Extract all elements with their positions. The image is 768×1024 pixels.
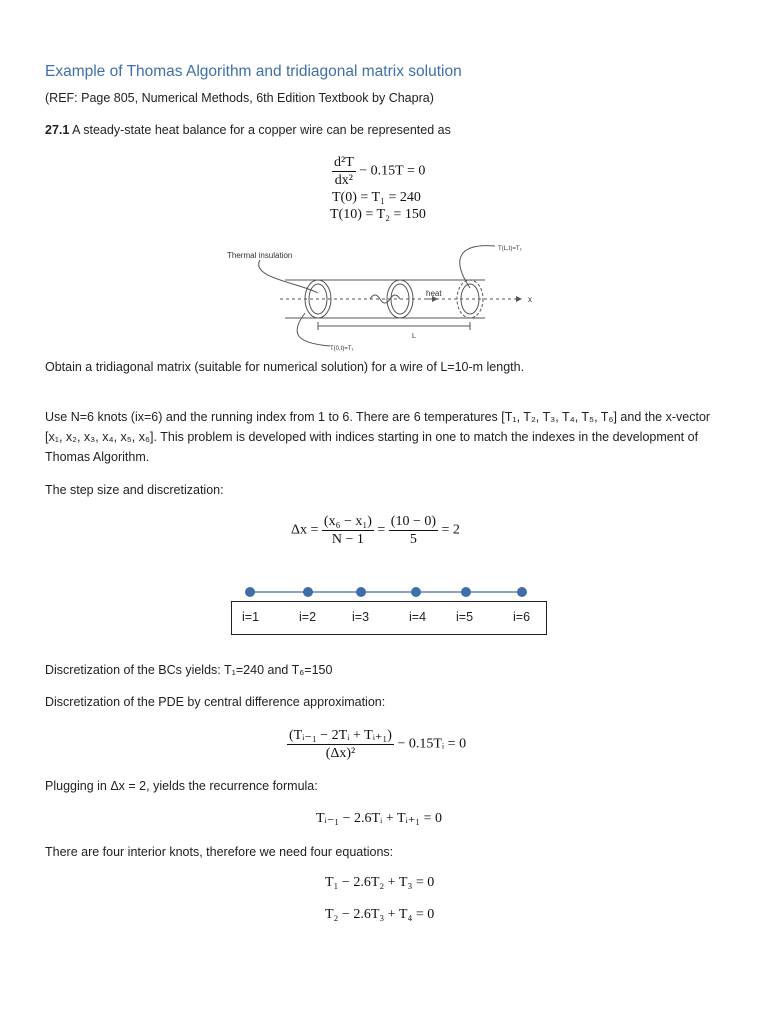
pde-fraction	[287, 727, 394, 762]
dx-fraction-1-num: (x₆ − x₁)	[323, 514, 372, 529]
knot-label-6: i=6	[513, 610, 531, 624]
knot-label-2: i=2	[299, 610, 317, 624]
length-label: L	[412, 333, 416, 340]
left-bc-label: T(0,t)=T₁	[330, 346, 354, 352]
dx-fraction-2-den: 5	[409, 532, 417, 547]
problem-statement	[45, 120, 451, 140]
knot-1	[245, 587, 255, 597]
step-size-paragraph: The step size and discretization:	[45, 483, 224, 497]
pde-rest: − 0.15Tᵢ = 0	[397, 736, 467, 752]
equation-2: T₂ − 2.6T₃ + T₄ = 0	[325, 907, 435, 922]
axis-label: x	[528, 295, 532, 304]
ode-rest: − 0.15T = 0	[359, 163, 426, 179]
heat-label: heat	[426, 289, 442, 298]
pde-equation	[287, 727, 466, 762]
step-size-equation	[291, 513, 460, 548]
knot-index-box	[231, 601, 547, 635]
knot-2	[303, 587, 313, 597]
boundary-condition-1: T(0) = T₁ = 240	[332, 190, 421, 205]
knot-3	[356, 587, 366, 597]
ode-equation	[332, 154, 425, 189]
pde-numerator: (Tᵢ₋₁ − 2Tᵢ + Tᵢ₊₁)	[289, 728, 392, 743]
dx-fraction-1	[322, 513, 374, 548]
knots-paragraph: Use N=6 knots (ix=6) and the running index from 1 to 6. There are 6 temperatures [T₁, T₂, T₃, T₄, T₅, T₆] and the x-vector [x₁, x₂, x₃, x₄, x₅, x₆]. This problem is developed with indices starting in one to match the indexes in the development of Thomas Algorithm.	[45, 410, 711, 464]
obtain-paragraph: Obtain a tridiagonal matrix (suitable for numerical solution) for a wire of L=10-m length.	[45, 360, 525, 374]
right-bc-label: T(L,t)=T₂	[498, 246, 522, 252]
interior-paragraph: There are four interior knots, therefore we need four equations:	[45, 845, 394, 859]
dx-equals: =	[377, 522, 386, 538]
wire-right-inner	[461, 284, 479, 314]
insulation-label: Thermal insulation	[227, 251, 293, 260]
knot-label-4: i=4	[409, 610, 427, 624]
pde-denominator: (Δx)²	[325, 746, 356, 761]
bc-paragraph: Discretization of the BCs yields: T₁=240 and T₆=150	[45, 663, 333, 677]
insulation-leader	[259, 260, 318, 293]
dx-fraction-2-num: (10 − 0)	[390, 514, 437, 529]
knot-4	[411, 587, 421, 597]
ode-denominator: dx²	[334, 173, 353, 188]
knot-label-5: i=5	[456, 610, 474, 624]
dx-lhs: Δx =	[291, 522, 319, 538]
knot-5	[461, 587, 471, 597]
plugging-paragraph: Plugging in Δx = 2, yields the recurrence formula:	[45, 779, 318, 793]
recurrence-equation: Tᵢ₋₁ − 2.6Tᵢ + Tᵢ₊₁ = 0	[316, 811, 442, 826]
problem-number: 27.1	[45, 123, 70, 137]
page-title: Example of Thomas Algorithm and tridiagonal matrix solution	[45, 63, 462, 80]
reference-line: (REF: Page 805, Numerical Methods, 6th Edition Textbook by Chapra)	[45, 91, 434, 105]
equation-1: T₁ − 2.6T₂ + T₃ = 0	[325, 875, 435, 890]
knot-6	[517, 587, 527, 597]
dx-rhs: = 2	[441, 522, 460, 538]
problem-text: A steady-state heat balance for a copper wire can be represented as	[72, 123, 451, 137]
dx-fraction-2	[389, 513, 438, 548]
knot-label-3: i=3	[352, 610, 370, 624]
knot-label-1: i=1	[242, 610, 260, 624]
ode-numerator: d²T	[334, 155, 354, 170]
knot-line-diagram	[240, 583, 532, 601]
x-axis-arrowhead	[516, 296, 522, 302]
pde-paragraph: Discretization of the PDE by central difference approximation:	[45, 695, 386, 709]
ode-fraction	[332, 154, 356, 189]
wire-figure	[220, 238, 550, 358]
dx-fraction-1-den: N − 1	[331, 532, 364, 547]
boundary-condition-2: T(10) = T₂ = 150	[330, 207, 426, 222]
